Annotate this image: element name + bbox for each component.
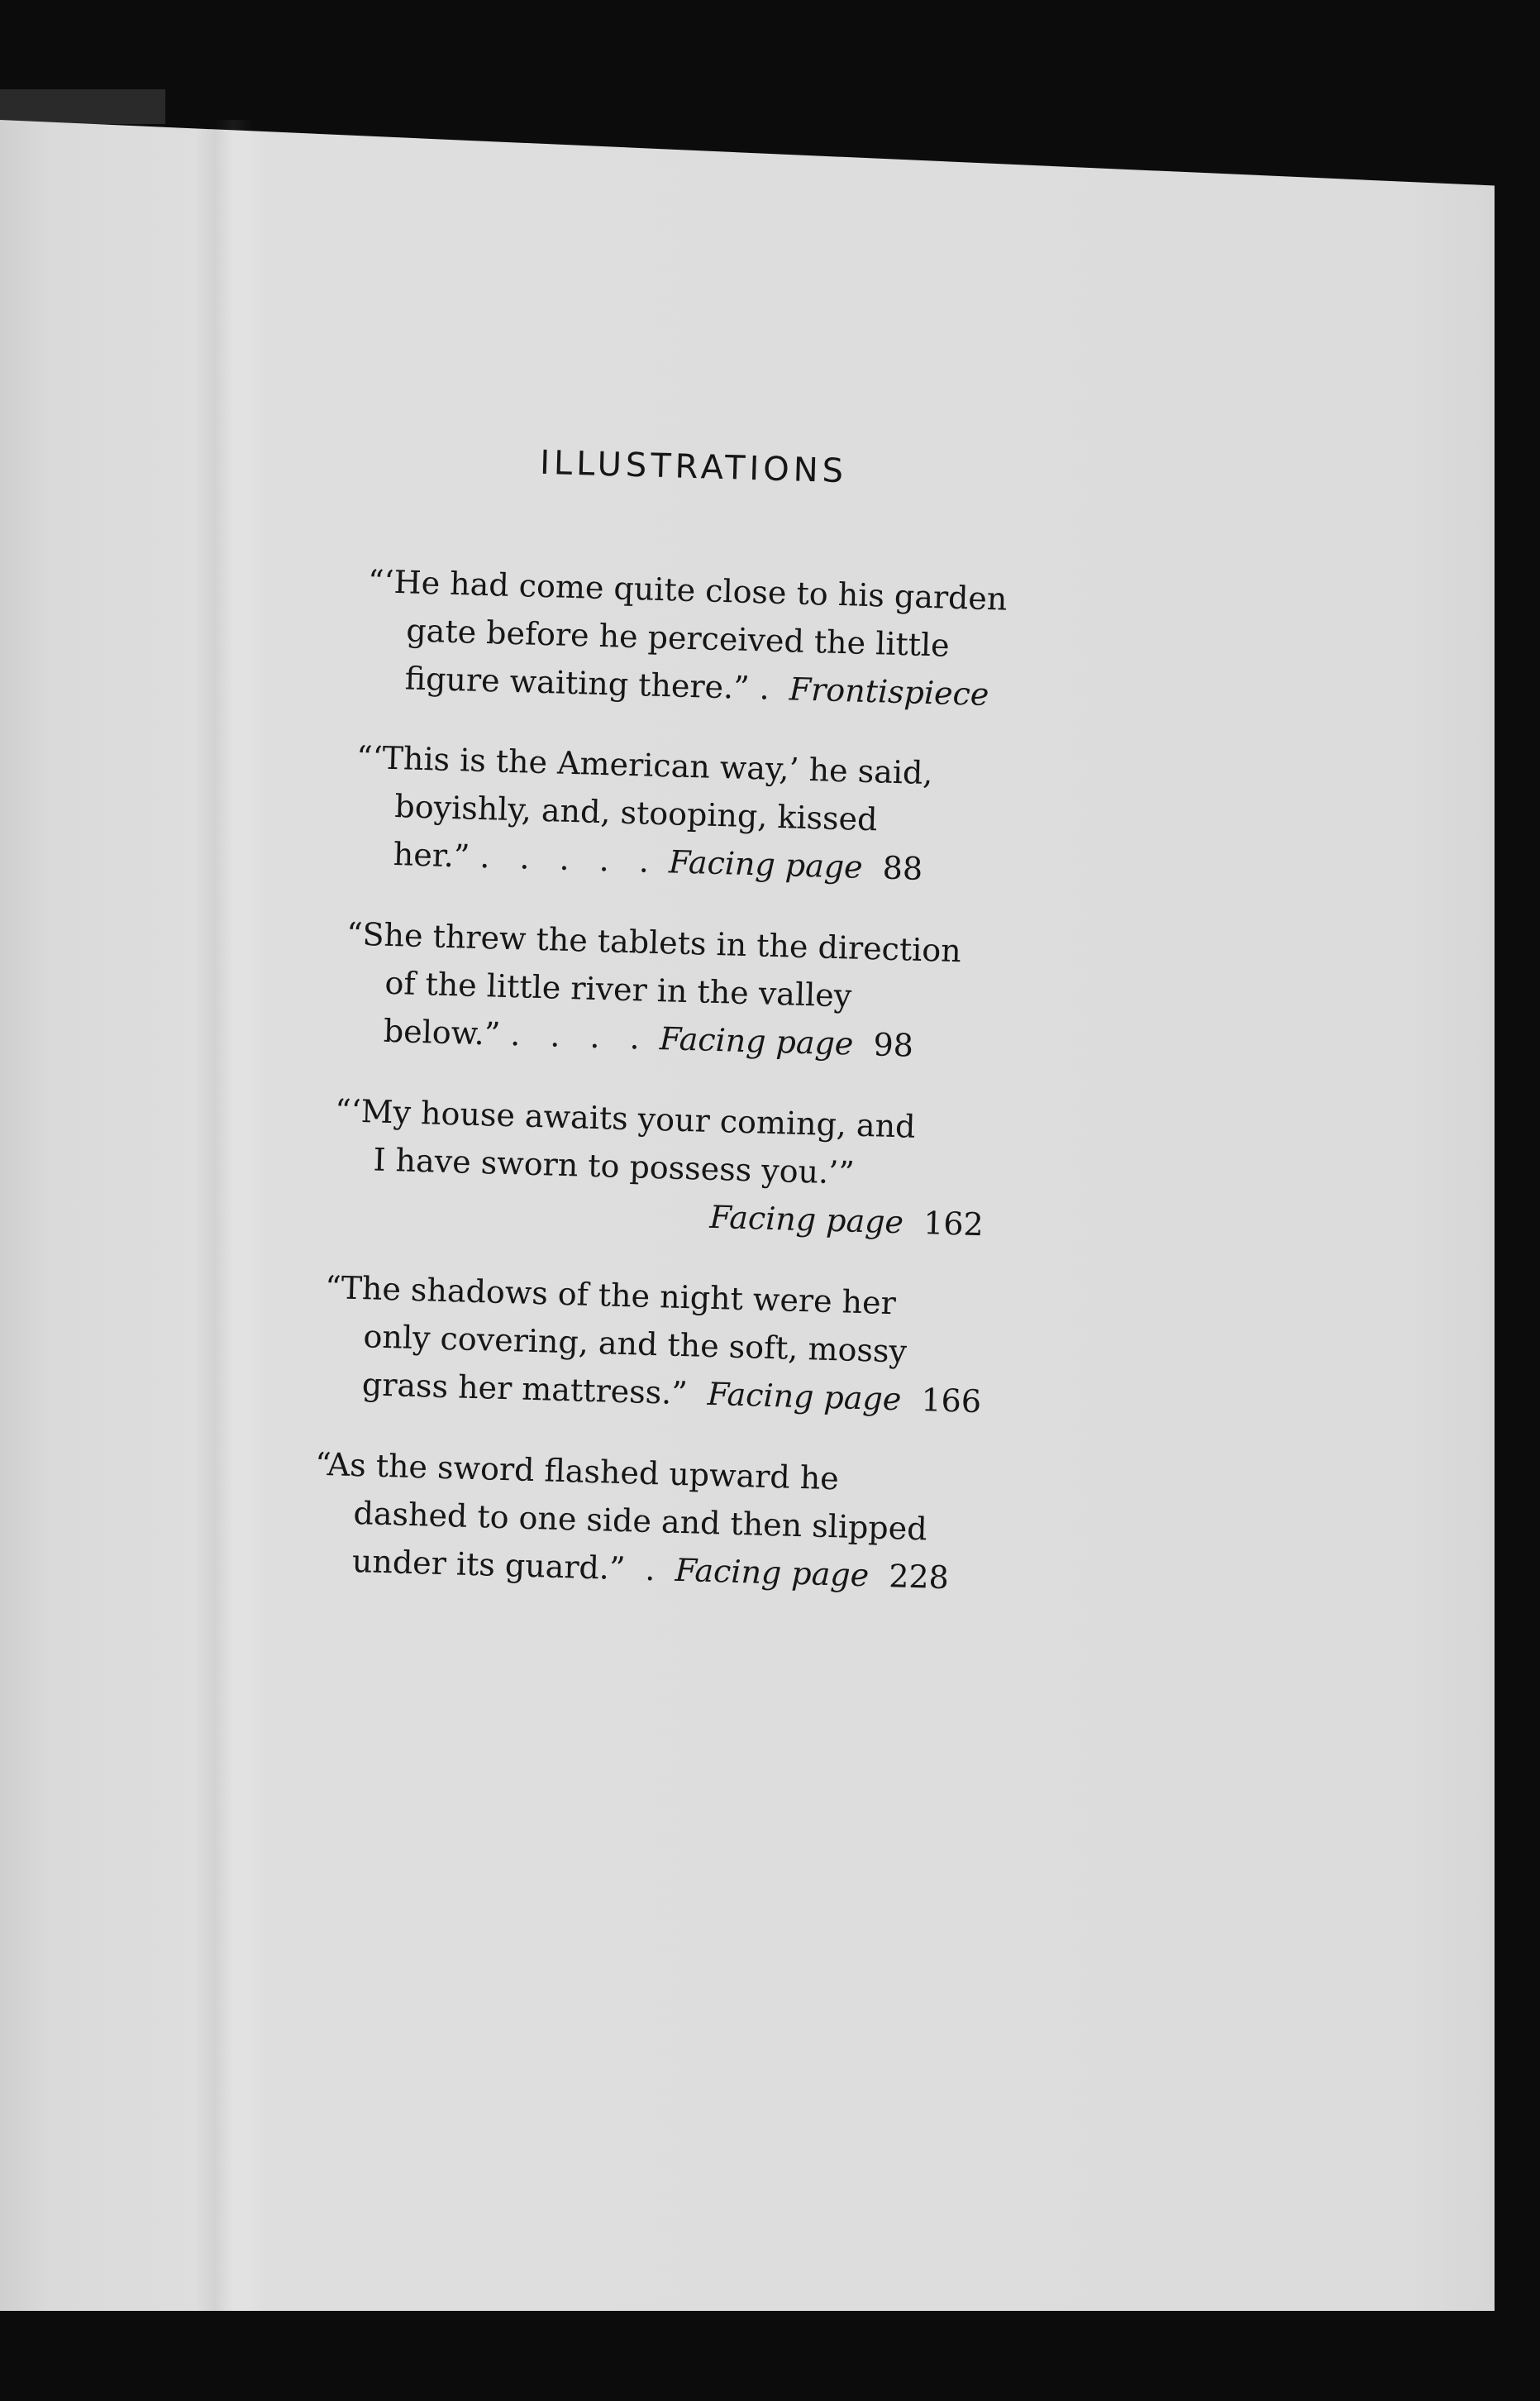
entry-3-line-2: of the little river in the valley [384, 964, 852, 1014]
illustration-entry-6 [312, 1440, 950, 1601]
entry-6-line-1: “As the sword flashed upward he [314, 1445, 840, 1497]
page-title: ILLUSTRATIONS [539, 443, 848, 491]
entry-6-caption-end: under its guard.” [351, 1542, 626, 1587]
entry-2-leader: . . . . . [479, 838, 660, 880]
entry-1-leader: . [759, 670, 780, 707]
entry-6-leader: . [644, 1550, 666, 1588]
entry-1-line-2: gate before he perceived the little [405, 612, 951, 664]
entry-6-page-number: 228 [888, 1558, 950, 1597]
illustration-entry-1 [365, 557, 1008, 718]
entry-3-page-number: 98 [872, 1026, 914, 1064]
entry-2-line-2: boyishly, and, stooping, kissed [393, 788, 879, 838]
entry-1-facing: Frontispiece [789, 671, 989, 714]
entry-5-facing: Facing page [707, 1375, 902, 1418]
entry-3-leader: . . . . [509, 1016, 651, 1057]
illustration-entry-2 [353, 733, 977, 895]
entry-2-facing: Facing page [668, 843, 864, 885]
entry-5-line-2: only covering, and the soft, mossy [363, 1318, 908, 1370]
entry-4-line-1: “‘My house awaits your coming, and [334, 1092, 917, 1145]
entry-1-line-1: “‘He had come quite close to his garden [367, 563, 1008, 618]
entry-6-facing: Facing page [675, 1551, 870, 1594]
entry-4-page-number: 162 [923, 1205, 985, 1243]
entry-5-page-number: 166 [920, 1382, 982, 1420]
entry-4-line-2: I have sworn to possess you.’” [372, 1141, 856, 1191]
illustration-entry-5 [322, 1263, 982, 1425]
entry-2-page-number: 88 [882, 849, 923, 887]
entry-6-line-2: dashed to one side and then slipped [353, 1495, 928, 1548]
entry-2-line-1: “‘This is the American way,’ he said, [355, 738, 934, 792]
entry-4-facing: Facing page [708, 1198, 904, 1241]
illustration-entry-3 [343, 909, 967, 1071]
illustration-entry-4 [331, 1086, 985, 1248]
entry-3-line-1: “She threw the tablets in the direction [346, 915, 962, 970]
entry-1-caption-end: figure waiting there.” [404, 660, 751, 706]
entry-5-caption-end: grass her mattress.” [361, 1366, 689, 1412]
entry-3-caption-end: below.” [383, 1012, 501, 1053]
entry-2-caption-end: her.” [393, 836, 470, 875]
entry-5-line-1: “The shadows of the night were her [324, 1268, 897, 1322]
entry-3-facing: Facing page [659, 1020, 855, 1062]
